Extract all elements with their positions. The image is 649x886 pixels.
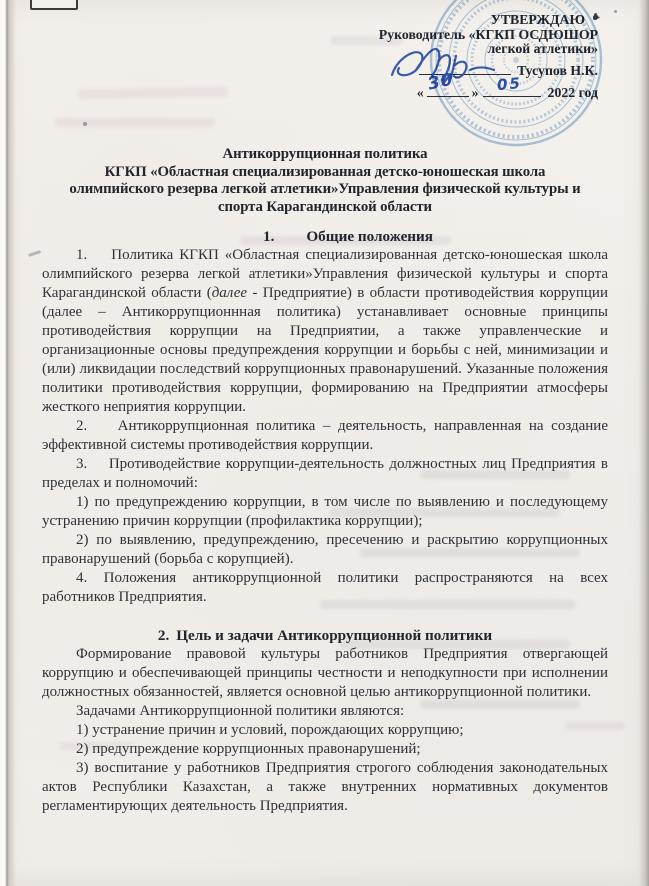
signature-scribble-icon: [384, 43, 502, 89]
section-title: Цель и задачи Антикоррупционной политики: [176, 627, 493, 644]
paragraph: 3. Противодействие коррупции-деятельность должностных лиц Предприятия в пределах и полномочий:: [42, 456, 608, 491]
handwritten-day: 30: [425, 69, 456, 95]
ink-dot-icon: [593, 15, 598, 20]
section-1-heading: [42, 227, 608, 246]
document-title: [42, 146, 608, 216]
bleed-through-artifact: [78, 87, 228, 100]
list-item: 2) по выявлению, предупреждению, пресечению и раскрытию коррупционных правонарушений (борьба с корупцией).: [42, 532, 608, 567]
section-number: 1.: [262, 228, 275, 245]
approved-label: УТВЕРЖДАЮ: [490, 12, 585, 27]
list-item: 1) устранение причин и условий, порождающих коррупцию;: [76, 722, 464, 738]
paragraph-text: 1. Политика КГКП «Областная специализированная детско-юношеская школа олимпийского резерва легкой атлетики»Управления физической культуры и спорта Карагандинской области (: [42, 247, 608, 301]
paragraph: 4. Положения антикоррупционной политики распространяются на всех работников Предприятия.: [42, 570, 608, 605]
list-item: 3) воспитание у работников Предприятия строгого соблюдения законодательных актов Республики Казахстан, а также внутренних нормативных документов регламентирующих деятельность Предприятия.: [42, 760, 608, 814]
bleed-through-artifact: [55, 118, 215, 127]
paragraph: Задачами Антикоррупционной политики являются:: [76, 703, 405, 719]
title-line: Антикоррупционная политика: [222, 146, 428, 162]
staple-mark: [30, 0, 78, 10]
quote-open: «: [416, 84, 424, 100]
section-title: Общие положения: [306, 228, 434, 245]
title-line: спорта Карагандинской области: [218, 198, 432, 215]
page-left-edge-shadow: [0, 0, 16, 886]
approval-block: [306, 13, 598, 101]
section-number: 2.: [157, 627, 170, 644]
section-2-heading: [42, 626, 608, 645]
paragraph-text: - Предприятие) в области противодействия коррупции (далее – Антикоррупционнная политика) устанавливает основные принципы противодействия коррупции на Предприятии, а также управленческие и организационные основы предупреждения коррупции и борьбы с ней, минимизации и (или) ликвидации последствий коррупционных правонарушений. Указанные положения политики противодействия коррупции, формированию на Предприятии атмосферы жесткого неприятия коррупции.: [42, 285, 608, 415]
page-right-edge-shadow: [639, 0, 649, 886]
signature-row: [306, 61, 598, 80]
signer-name: Тусупов Н.К.: [517, 62, 598, 78]
ink-speck: [614, 10, 617, 13]
paragraph: [42, 246, 608, 417]
pen-mark: [28, 250, 41, 256]
paragraph: Формирование правовой культуры работников Предприятия отвергающей коррупцию и обеспечивающей принципы честности и неподкупности при исполнении должностных обязанностей, является основной целью антикоррупционной политики.: [42, 646, 608, 700]
quote-close: »: [471, 84, 479, 100]
title-line: КГКП «Областная специализированная детско-юношеская школа: [104, 163, 546, 180]
year-label: 2022 год: [547, 84, 598, 100]
ink-speck: [83, 122, 87, 126]
title-line: олимпийского резерва легкой атлетики»Управления физической культуры и: [69, 181, 581, 197]
list-item: 2) предупреждение коррупционных правонарушений;: [76, 741, 421, 757]
approver-title-line: Руководитель «КГКП ОСДЮШОР: [378, 26, 598, 42]
handwritten-month: 05: [495, 73, 523, 94]
approver-title-line: легкой атлетики»: [487, 41, 598, 57]
document-body: [42, 146, 608, 816]
italic-term: далее: [211, 285, 248, 301]
paragraph: 2. Антикоррупционная политика – деятельность, направленная на создание эффективной системы противодействия коррупции.: [42, 418, 608, 453]
approved-row: [306, 13, 598, 28]
list-item: 1) по предупреждению коррупции, в том числе по выявлению и последующему устранению причин коррупции (профилактика коррупции);: [42, 494, 608, 529]
